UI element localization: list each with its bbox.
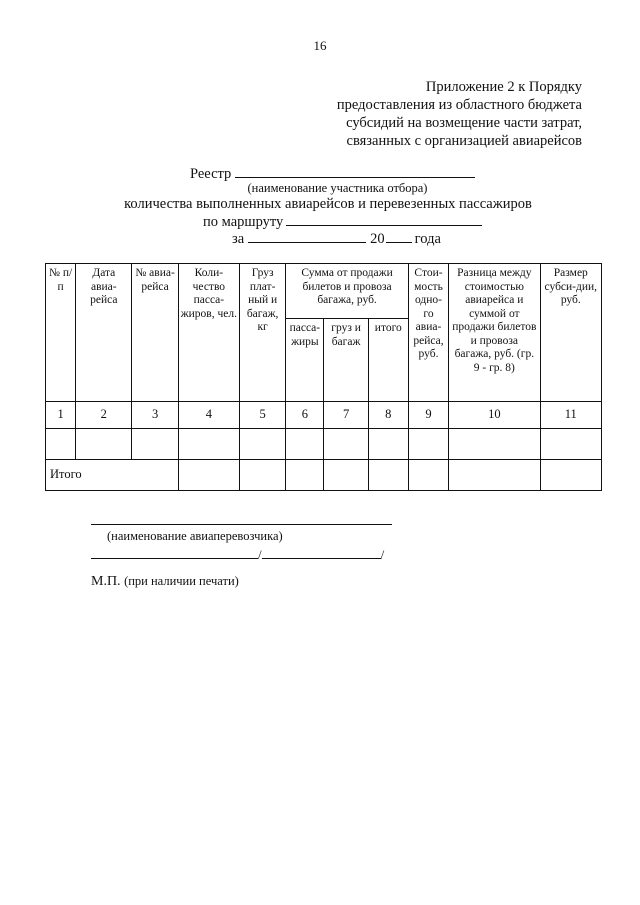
name-blank-line [262,544,381,559]
column-number: 9 [408,402,448,429]
data-cell [178,429,239,460]
registry-table [45,263,602,491]
data-cell [46,429,76,460]
total-row [46,460,602,491]
route-field [203,213,482,231]
participant-blank-line [235,165,475,178]
data-cell [240,429,286,460]
route-blank-line [286,213,482,226]
header-cell: Дата авиа-рейса [76,264,132,402]
signature-row [91,544,384,563]
total-label: Итого [46,460,179,491]
header-cell: пасса-жиры [286,319,324,402]
carrier-hint: (наименование авиаперевозчика) [107,529,283,543]
column-number: 8 [368,402,408,429]
header-cell: № п/п [46,264,76,402]
data-cell [76,429,132,460]
carrier-blank-line [91,524,392,525]
column-number: 5 [240,402,286,429]
appendix-line-3: субсидий на возмещение части затрат, [346,115,582,131]
route-label: по маршруту [203,214,284,230]
data-cell [286,429,324,460]
signature-slash: / [258,547,262,562]
total-cell [368,460,408,491]
total-cell [240,460,286,491]
data-cell [408,429,448,460]
header-group-cell: Сумма от продажи билетов и провоза багажа, руб. [286,264,409,319]
column-number: 1 [46,402,76,429]
header-cell: Разница между стоимостью авиарейса и суммой от продажи билетов и провоза багажа, руб. (гр. 9 - гр. 8) [449,264,540,402]
data-cell [324,429,368,460]
header-row [46,264,602,319]
column-number-row [46,402,602,429]
total-cell [324,460,368,491]
header-cell: Груз плат-ный и багаж, кг [240,264,286,402]
data-cell [540,429,601,460]
header-cell: Размер субси-дии, руб. [540,264,601,402]
total-cell [408,460,448,491]
registry-label: Реестр [190,166,232,182]
column-number: 7 [324,402,368,429]
year-blank-line [386,230,412,243]
data-cell [132,429,178,460]
signature-slash: / [380,547,385,562]
appendix-line-1: Приложение 2 к Порядку [425,79,582,95]
period-field [232,230,441,248]
page-number: 16 [313,38,327,53]
header-cell: итого [368,319,408,402]
appendix-line-2: предоставления из областного бюджета [336,97,582,113]
total-cell [540,460,601,491]
appendix-reference [337,78,582,150]
total-cell [286,460,324,491]
participant-hint: (наименование участника отбора) [247,181,428,195]
column-number: 4 [178,402,239,429]
period-blank-line [248,230,366,243]
header-cell: Коли-чество пасса-жиров, чел. [178,264,239,402]
period-year: 20 [370,231,385,247]
stamp-label: М.П. [91,574,121,589]
data-cell [449,429,540,460]
header-cell: груз и багаж [324,319,368,402]
signature-blank-line [91,544,258,559]
header-cell: Стои-мость одно-го авиа-рейса, руб. [408,264,448,402]
column-number: 2 [76,402,132,429]
header-cell: № авиа-рейса [132,264,178,402]
column-number: 11 [540,402,601,429]
stamp-place [91,574,239,590]
total-cell [449,460,540,491]
column-number: 6 [286,402,324,429]
data-cell [368,429,408,460]
column-number: 3 [132,402,178,429]
total-cell [178,460,239,491]
period-prefix: за [232,231,245,247]
stamp-note: (при наличии печати) [124,574,239,588]
column-number: 10 [449,402,540,429]
appendix-line-4: связанных с организацией авиарейсов [346,133,582,149]
period-suffix: года [414,231,441,247]
data-row [46,429,602,460]
registry-subtitle: количества выполненных авиарейсов и перевезенных пассажиров [124,196,532,212]
